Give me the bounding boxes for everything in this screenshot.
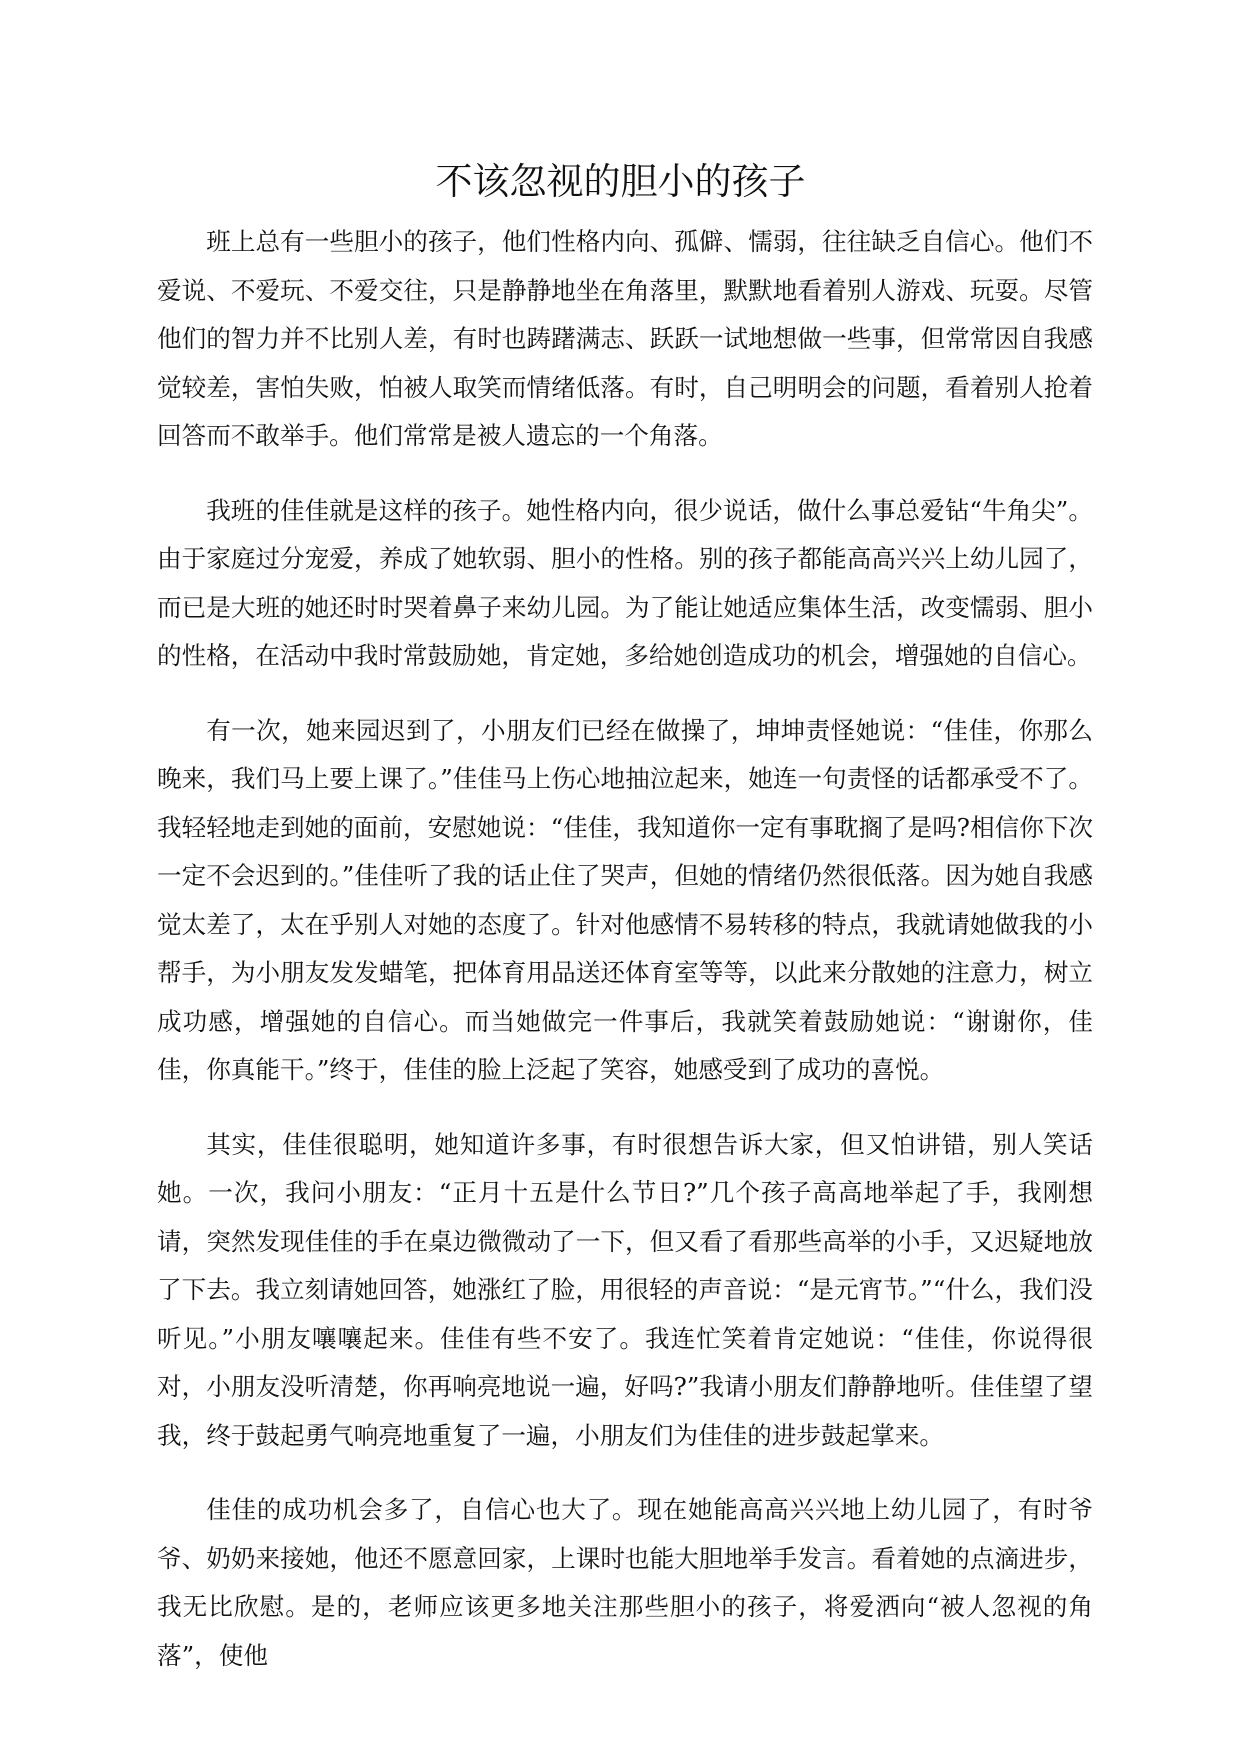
paragraph-1: 班上总有一些胆小的孩子，他们性格内向、孤僻、懦弱，往往缺乏自信心。他们不爱说、不爱玩、不爱交往，只是静静地坐在角落里，默默地看着别人游戏、玩耍。尽管他们的智力并不比别人差，有时也踌躇满志、跃跃一试地想做一些事，但常常因自我感觉较差，害怕失败，怕被人取笑而情绪低落。有时，自己明明会的问题，看着别人抢着回答而不敢举手。他们常常是被人遗忘的一个角落。 xyxy=(157,227,1093,450)
document-body xyxy=(157,218,1093,1706)
paragraph-5: 佳佳的成功机会多了，自信心也大了。现在她能高高兴兴地上幼儿园了，有时爷爷、奶奶来接她，他还不愿意回家，上课时也能大胆地举手发言。看着她的点滴进步，我无比欣慰。是的，老师应该更多地关注那些胆小的孩子，将爱洒向“被人忽视的角落”，使他 xyxy=(157,1495,1093,1670)
paragraph-4: 其实，佳佳很聪明，她知道许多事，有时很想告诉大家，但又怕讲错，别人笑话她。一次，我问小朋友：“正月十五是什么节日?”几个孩子高高地举起了手，我刚想请，突然发现佳佳的手在桌边微微动了一下，但又看了看那些高举的小手，又迟疑地放了下去。我立刻请她回答，她涨红了脸，用很轻的声音说：“是元宵节。”“什么，我们没听见。”小朋友嚷嚷起来。佳佳有些不安了。我连忙笑着肯定她说：“佳佳，你说得很对，小朋友没听清楚，你再响亮地说一遍，好吗?”我请小朋友们静静地听。佳佳望了望我，终于鼓起勇气响亮地重复了一遍，小朋友们为佳佳的进步鼓起掌来。 xyxy=(157,1129,1093,1450)
paragraph-3: 有一次，她来园迟到了，小朋友们已经在做操了，坤坤责怪她说：“佳佳，你那么晚来，我们马上要上课了。”佳佳马上伤心地抽泣起来，她连一句责怪的话都承受不了。我轻轻地走到她的面前，安慰她说：“佳佳，我知道你一定有事耽搁了是吗?相信你下次一定不会迟到的。”佳佳听了我的话止住了哭声，但她的情绪仍然很低落。因为她自我感觉太差了，太在乎别人对她的态度了。针对他感情不易转移的特点，我就请她做我的小帮手，为小朋友发发蜡笔，把体育用品送还体育室等等，以此来分散她的注意力，树立成功感，增强她的自信心。而当她做完一件事后，我就笑着鼓励她说：“谢谢你，佳佳，你真能干。”终于，佳佳的脸上泛起了笑容，她感受到了成功的喜悦。 xyxy=(157,715,1093,1084)
paragraph-2: 我班的佳佳就是这样的孩子。她性格内向，很少说话，做什么事总爱钻“牛角尖”。由于家庭过分宠爱，养成了她软弱、胆小的性格。别的孩子都能高高兴兴上幼儿园了，而已是大班的她还时时哭着鼻子来幼儿园。为了能让她适应集体生活，改变懦弱、胆小的性格，在活动中我时常鼓励她，肯定她，多给她创造成功的机会，增强她的自信心。 xyxy=(157,495,1093,670)
document-title: 不该忽视的胆小的孩子 xyxy=(435,160,806,203)
